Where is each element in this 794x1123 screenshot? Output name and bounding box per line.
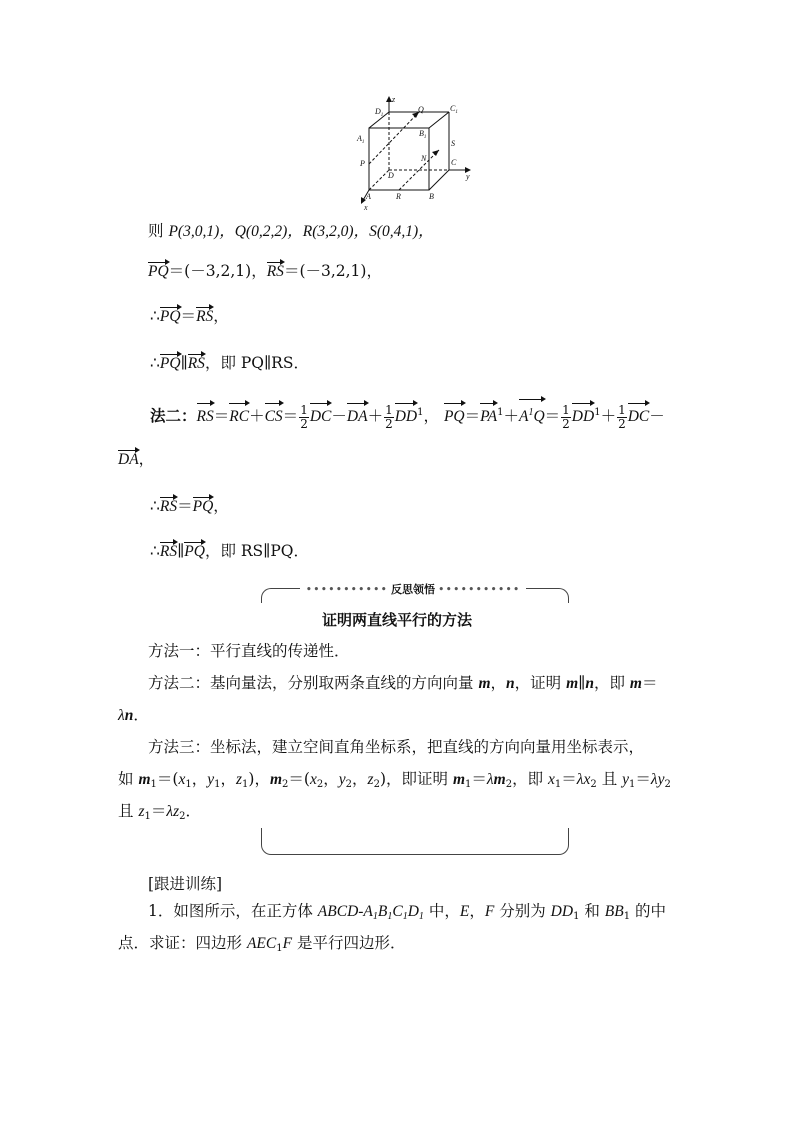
practice-header: [跟进训练]	[148, 875, 223, 893]
vector-pa1: PA	[480, 402, 497, 432]
comma: ，	[138, 450, 155, 468]
vector-m: m	[478, 675, 491, 692]
pq-value: ＝(－3,2,1)，	[168, 262, 267, 280]
label-a1: $A_1$	[357, 134, 365, 145]
vector-dd1: DD	[572, 402, 594, 432]
vector-a1q: $A^1Q$	[519, 398, 545, 432]
question-text: 中，	[423, 902, 460, 920]
question-text: 和	[579, 902, 605, 920]
parallel-sign: ∥	[180, 354, 188, 372]
vector-pq: PQ	[160, 306, 181, 328]
question-text: 1．如图所示，在正方体	[148, 902, 318, 920]
parallel-line	[150, 352, 309, 375]
method-three-text: 且	[118, 802, 139, 820]
plus-sign: ＋	[503, 407, 519, 426]
practice-question-1: 1．如图所示，在正方体 ABCD-$A_1B_1C_1D_1$ 中，E，F 分别为 $DD_1$ 和 $BB_1$ 的中	[148, 902, 667, 922]
therefore-symbol: ∴	[150, 542, 160, 560]
vector-n: n	[124, 707, 134, 724]
x-axis-label: x	[364, 203, 368, 212]
parallel-sign: ∥	[177, 542, 185, 560]
vector-dc: DC	[628, 402, 650, 432]
rs-value: ＝(－3,2,1)，	[283, 262, 382, 280]
method-three-end: 且 $z_1=\lambda z_2$．	[118, 802, 202, 822]
method-three-cont: 如 $m_1=(x_1$，$y_1$，$z_1$)，$m_2=(x_2$，$y_2$，$z_2$)，即证明 $m_1=\lambda m_2$，即 $x_1=\lambda x_2$ 且 $y_1=\lambda y_2$	[118, 770, 671, 790]
vector-rs: RS	[196, 306, 213, 328]
z-axis-label: z	[392, 95, 396, 104]
vector-pq: PQ	[444, 402, 465, 432]
practice-question-1-cont: 点．求证：四边形 $AEC_1F$ 是平行四边形．	[118, 934, 406, 954]
vector-rs: RS	[197, 402, 214, 432]
point-f: F	[484, 903, 495, 920]
point-e: E	[459, 903, 470, 920]
vector-rc: RC	[229, 402, 249, 432]
dots-right: •••••••••••	[438, 583, 521, 596]
half-fraction: $\frac{1}{2}$	[385, 402, 393, 431]
comma: ，	[213, 307, 229, 325]
vector-cs: CS	[265, 402, 283, 432]
reflection-title: 证明两直线平行的方法	[321, 611, 472, 629]
label-b1: $B_1$	[419, 129, 427, 140]
subscript-one: 1	[417, 407, 424, 418]
method-three-text: ，即证明	[386, 770, 453, 788]
then-text: 则	[148, 222, 169, 240]
point-p: P(3,0,1)，	[168, 223, 235, 240]
point-q: Q(0,2,2)，	[234, 223, 303, 240]
vector-rs: RS	[160, 541, 177, 563]
equals-sign: ＝	[177, 497, 193, 515]
point-s: S(0,4,1)，	[369, 223, 434, 240]
label-q: Q	[418, 105, 424, 114]
cube-name: ABCD-$A_1B_1C_1D_1$	[317, 903, 424, 922]
vector-m: m	[629, 675, 642, 692]
equals-sign: ＝	[213, 407, 230, 426]
da-continuation	[118, 448, 154, 471]
vector-m: m	[566, 675, 579, 692]
label-n: N	[421, 154, 427, 163]
period: ．	[185, 802, 202, 820]
vector-n: n	[585, 675, 594, 692]
reflection-box-bottom	[261, 828, 569, 855]
minus-sign: －	[649, 407, 665, 426]
conclusion-text: ，即 RS∥PQ．	[204, 542, 309, 560]
therefore-symbol: ∴	[150, 307, 160, 325]
coords-line	[148, 220, 434, 243]
equals-sign: ＝	[464, 407, 481, 426]
label-d1: $D_1$	[375, 107, 384, 118]
vector-dd1: DD	[395, 402, 417, 432]
half-fraction: $\frac{1}{2}$	[300, 402, 308, 431]
vector-n: n	[506, 675, 515, 692]
therefore-symbol: ∴	[150, 354, 160, 372]
comma: ，	[213, 497, 229, 515]
vector-pq: PQ	[193, 496, 214, 518]
question-text: 点．求证：四边形	[118, 934, 247, 952]
vector-da: DA	[347, 402, 368, 432]
vector-rs: RS	[160, 496, 177, 518]
lambda: λ	[118, 707, 125, 724]
subscript-one: 1	[497, 407, 504, 418]
method-three: 方法三：坐标法，建立空间直角坐标系，把直线的方向向量用坐标表示，	[148, 738, 645, 756]
plus-sign: ＋	[600, 407, 617, 426]
point-r: R(3,2,0)，	[302, 223, 370, 240]
label-c: C	[451, 158, 457, 167]
vector-rs: RS	[188, 353, 205, 375]
question-text: 分别为	[494, 902, 551, 920]
method-two-label: 法二：	[150, 406, 197, 426]
half-fraction: $\frac{1}{2}$	[562, 402, 570, 431]
method-three-text: 如	[118, 770, 139, 788]
comma: ，	[423, 407, 439, 426]
cube-diagram	[352, 94, 482, 214]
label-r: R	[396, 192, 401, 201]
minus-sign: －	[331, 407, 347, 426]
parallel-line-2	[150, 540, 309, 563]
vector-pq: PQ	[148, 261, 169, 283]
period: ．	[133, 706, 149, 724]
label-p: P	[360, 159, 365, 168]
equals-sign: ＝	[544, 407, 561, 426]
vector-pq: PQ	[160, 353, 181, 375]
method-two-text: 方法二：基向量法，分别取两条直线的方向向量	[148, 674, 479, 692]
equals-sign: ＝	[282, 407, 299, 426]
label-a: A	[366, 192, 371, 201]
equals-sign: ＝	[180, 307, 197, 325]
reflection-tag	[300, 582, 526, 598]
conclusion-text: ，即 PQ∥RS．	[204, 354, 309, 372]
dots-left: •••••••••••	[305, 583, 388, 596]
y-axis-label: y	[466, 172, 470, 181]
vector-da: DA	[118, 449, 139, 471]
label-b: B	[429, 192, 434, 201]
therefore-symbol: ∴	[150, 497, 160, 515]
vector-rs: RS	[267, 261, 284, 283]
cube-figure	[352, 94, 482, 218]
question-text: 是平行四边形．	[292, 934, 406, 952]
method-two-line	[150, 398, 665, 432]
method-two-text: ，即	[593, 674, 630, 692]
label-d: D	[388, 171, 394, 180]
method-two: 方法二：基向量法，分别取两条直线的方向向量 m，n，证明 m∥n，即 m＝	[148, 674, 658, 692]
subscript-one: 1	[594, 407, 601, 418]
vectors-line	[148, 260, 382, 283]
vector-dc: DC	[310, 402, 332, 432]
method-three-text: ，即	[512, 770, 549, 788]
plus-sign: ＋	[367, 407, 384, 426]
equality-line-2	[150, 495, 229, 518]
half-fraction: $\frac{1}{2}$	[618, 402, 626, 431]
method-one: 方法一：平行直线的传递性．	[148, 642, 350, 660]
method-two-text: ，证明	[514, 674, 567, 692]
label-c1: $C_1$	[450, 104, 458, 115]
reflection-tag-label: 反思领悟	[391, 583, 435, 596]
question-text: 的中	[630, 902, 667, 920]
equality-line	[150, 305, 229, 328]
method-two-cont	[118, 704, 149, 727]
plus-sign: ＋	[249, 407, 265, 426]
label-s: S	[451, 139, 455, 148]
vector-pq: PQ	[184, 541, 205, 563]
